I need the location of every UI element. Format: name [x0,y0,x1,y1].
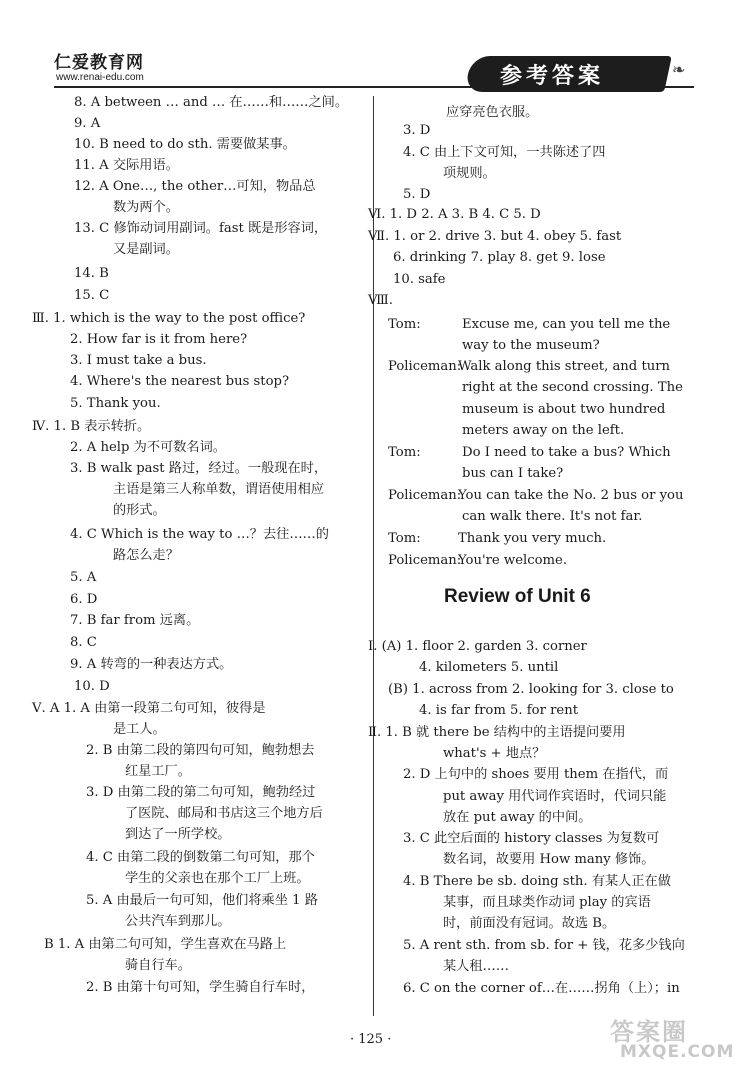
left-line: 5. Thank you. [70,396,161,411]
right-line: Ⅷ. [368,293,393,308]
left-line: 9. A 转弯的一种表达方式。 [70,657,233,672]
left-line: Ⅴ. A 1. A 由第一段第二句可知，彼得是 [32,701,266,716]
left-line: 了医院、邮局和书店这三个地方后 [125,806,323,821]
right-line: You can take the No. 2 bus or you [458,488,684,503]
watermark [600,1012,740,1068]
right-line: can walk there. It's not far. [462,509,643,524]
right-line: Ⅱ. 1. B 就 there be 结构中的主语提问要用 [368,725,626,740]
left-line: B 1. A 由第二句可知，学生喜欢在马路上 [44,937,287,952]
left-line: 6. D [70,592,98,607]
left-line: 2. A help 为不可数名词。 [70,440,226,455]
right-line: Tom: [388,531,421,546]
right-line: Tom: [388,317,421,332]
right-line: Thank you very much. [458,531,607,546]
right-line: Policeman: [388,359,462,374]
left-line: 路怎么走？ [113,548,179,563]
right-line: Policeman: [388,553,462,568]
right-line: 放在 put away 的中间。 [443,810,592,825]
right-line: 3. D [403,123,431,138]
left-line: 8. C [70,635,97,650]
brand-name: 仁爱教育网 [54,53,144,73]
right-line: museum is about two hundred [462,402,666,417]
left-line: 学生的父亲也在那个工厂上班。 [125,871,310,886]
page-header [0,0,750,96]
left-line: 2. How far is it from here? [70,332,248,347]
answer-banner-title: 参考答案 [500,64,605,89]
right-line: 某人租…… [443,959,509,974]
right-line: 4. B There be sb. doing sth. 有某人正在做 [403,874,671,889]
right-line: 项规则。 [443,166,496,181]
right-line: Ⅵ. 1. D 2. A 3. B 4. C 5. D [368,207,541,222]
left-line: 5. A [70,570,97,585]
right-line: meters away on the left. [462,423,625,438]
left-line: 红星工厂。 [125,764,191,779]
left-line: 7. B far from 远离。 [70,613,200,628]
right-line: 某事，而且球类作动词 play 的宾语 [443,895,651,910]
right-line: 4. C 由上下文可知，一共陈述了四 [403,145,606,160]
page-number: · 125 · [350,1032,392,1047]
right-line: You're welcome. [458,553,568,568]
left-line: 4. C 由第二段的倒数第二句可知，那个 [86,850,315,865]
left-line: 5. A 由最后一句可知，他们将乘坐 1 路 [86,893,318,908]
right-line: 5. A rent sth. from sb. for + 钱，花多少钱向 [403,938,685,953]
left-line: 公共汽车到那儿。 [125,914,231,929]
left-line: 10. D [74,679,110,694]
left-line: 到达了一所学校。 [125,827,231,842]
left-line: 2. B 由第十句可知，学生骑自行车时， [86,980,315,995]
right-line: put away 用代词作宾语时，代词只能 [443,789,667,804]
right-line: Tom: [388,445,421,460]
right-line: 6. drinking 7. play 8. get 9. lose [393,250,606,265]
right-line: Excuse me, can you tell me the [462,317,671,332]
right-line: Do I need to take a bus? Which [462,445,671,460]
left-line: 骑自行车。 [125,958,191,973]
left-line: Ⅲ. 1. which is the way to the post office? [32,311,306,326]
left-line: 又是副词。 [113,242,179,257]
right-line: 5. D [403,187,431,202]
right-line: 3. C 此空后面的 history classes 为复数可 [403,831,660,846]
left-line: 3. B walk past 路过，经过。一般现在时， [70,461,328,476]
watermark-url: MXQE.COM [620,1042,735,1062]
left-line: 14. B [74,266,109,281]
left-line: 8. A between … and … 在……和……之间。 [74,95,349,110]
right-line: 时，前面没有冠词。故选 B。 [443,916,616,931]
right-line: Ⅰ. (A) 1. floor 2. garden 3. corner [368,639,587,654]
right-line: 数名词，故要用 How many 修饰。 [443,852,655,867]
left-line: 4. Where's the nearest bus stop? [70,374,290,389]
left-line: 3. I must take a bus. [70,353,207,368]
right-line: 4. is far from 5. for rent [419,703,579,718]
left-line: 2. B 由第二段的第四句可知，鲍勃想去 [86,743,315,758]
right-line: Ⅶ. 1. or 2. drive 3. but 4. obey 5. fast [368,229,622,244]
left-line: 10. B need to do sth. 需要做某事。 [74,137,296,152]
left-line: 的形式。 [113,503,166,518]
right-line: 6. C on the corner of…在……拐角（上）；in [403,981,680,996]
right-line: way to the museum? [462,338,600,353]
left-line: 4. C Which is the way to …？去往……的 [70,527,329,542]
left-line: 12. A One…, the other…可知，物品总 [74,179,316,194]
right-line: Walk along this street, and turn [458,359,671,374]
left-line: 13. C 修饰动词用副词。fast 既是形容词， [74,221,328,236]
left-line: 11. A 交际用语。 [74,158,179,173]
right-line: 2. D 上句中的 shoes 要用 them 在指代，而 [403,767,669,782]
right-line: 4. kilometers 5. until [419,660,559,675]
left-line: 15. C [74,288,110,303]
right-line: (B) 1. across from 2. looking for 3. close to [388,682,674,697]
left-line: 9. A [74,116,101,131]
right-line: right at the second crossing. The [462,380,683,395]
watermark-logo: 答案圈 [610,1018,688,1046]
right-line: 应穿亮色衣服。 [446,105,539,120]
section-title: Review of Unit 6 [444,586,591,607]
right-line: Policeman: [388,488,462,503]
left-line: Ⅳ. 1. B 表示转折。 [32,419,151,434]
left-line: 是工人。 [113,722,166,737]
brand-url: www.renai-edu.com [56,72,144,83]
left-line: 主语是第三人称单数，谓语使用相应 [113,482,324,497]
leaf-icon: ❧ [672,60,686,79]
left-line: 3. D 由第二段的第二句可知，鲍勃经过 [86,785,316,800]
right-line: what's + 地点？ [443,746,546,761]
right-line: bus can I take? [462,466,564,481]
left-line: 数为两个。 [113,200,179,215]
right-line: 10. safe [393,272,446,287]
